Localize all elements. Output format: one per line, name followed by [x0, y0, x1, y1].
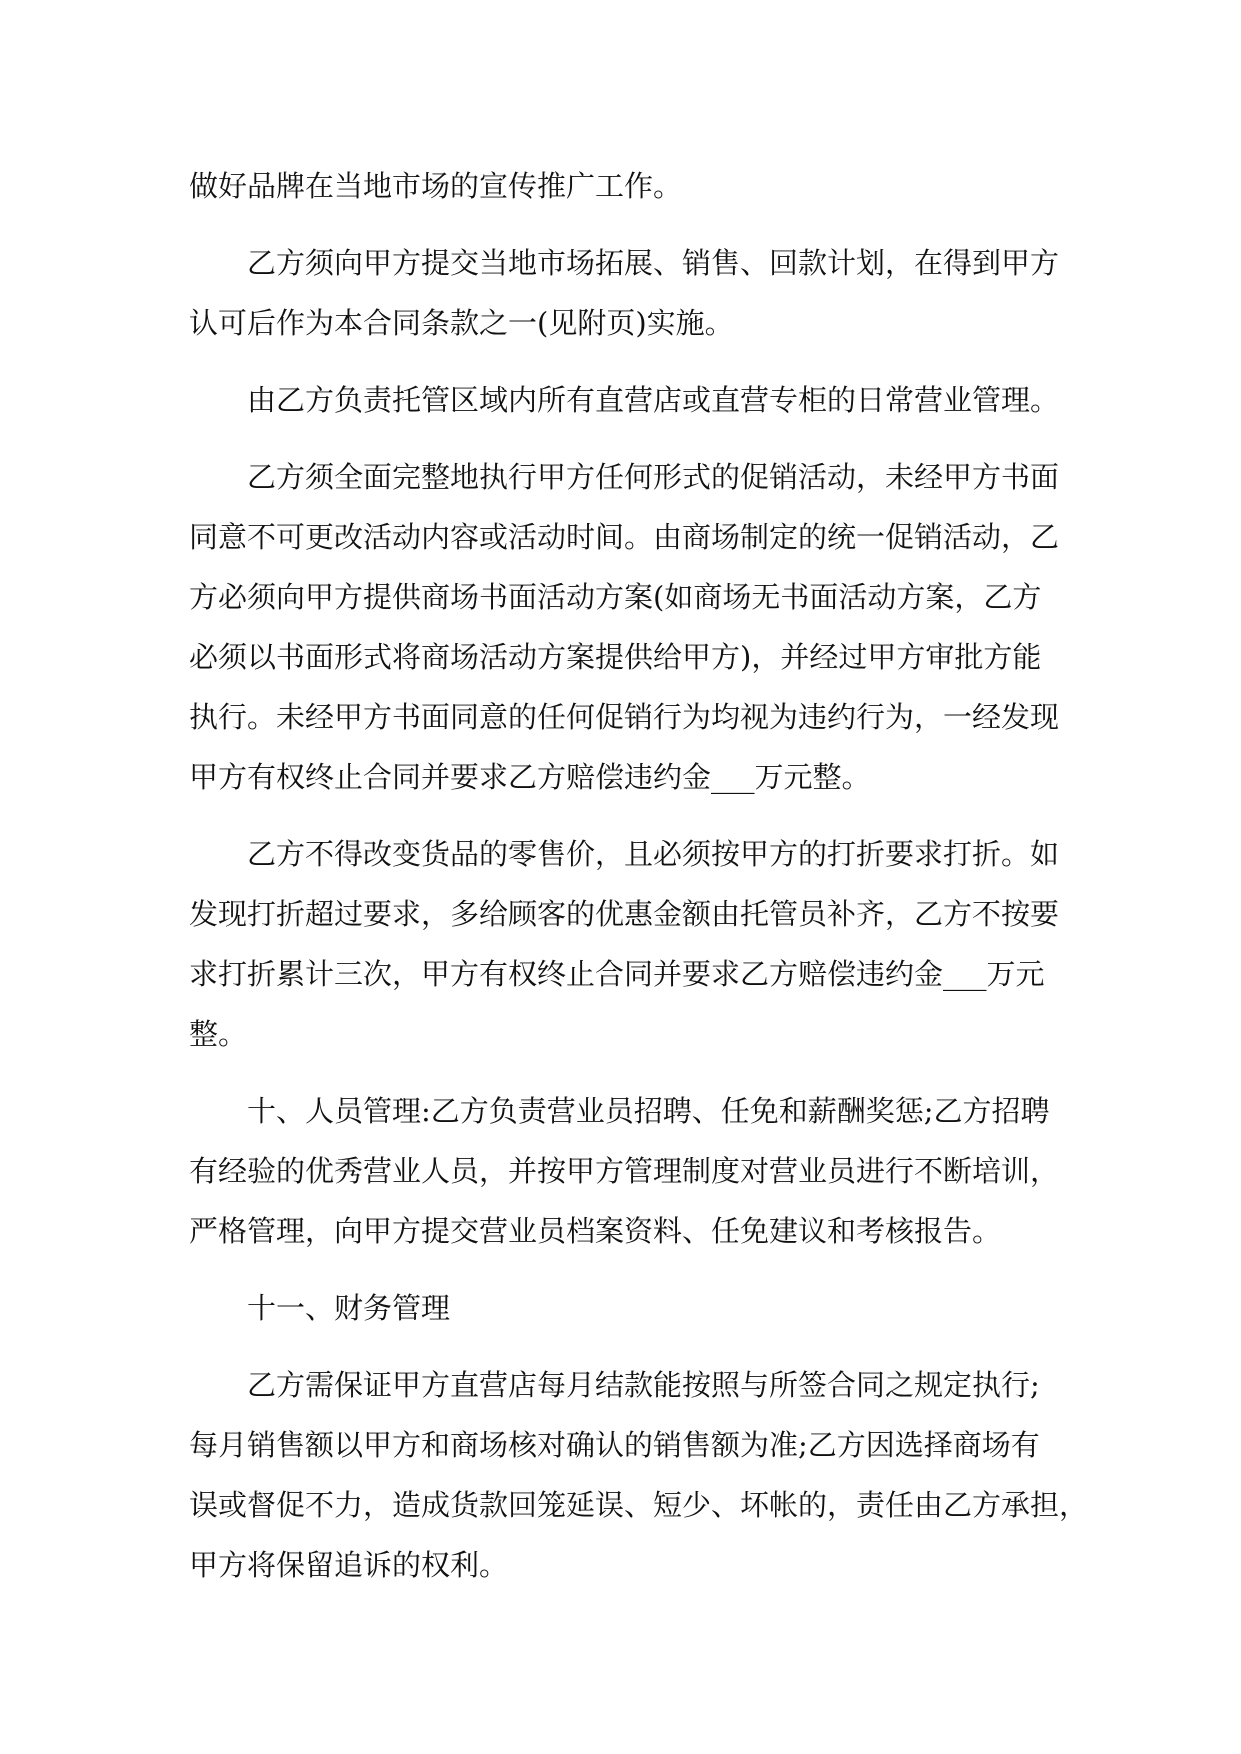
- section-heading-finance: [189, 1278, 1069, 1338]
- text-line: 认可后作为本合同条款之一(见附页)实施。: [189, 306, 734, 340]
- text-line: 误或督促不力，造成货款回笼延误、短少、坏帐的，责任由乙方承担，: [189, 1488, 1089, 1522]
- text-line: 甲方有权终止合同并要求乙方赔偿违约金___万元整。: [189, 760, 871, 794]
- paragraph-market-plan: [189, 233, 1069, 353]
- paragraph-personnel-management: [189, 1081, 1069, 1261]
- text-line: 甲方将保留追诉的权利。: [189, 1548, 509, 1582]
- text-line: 十、人员管理:乙方负责营业员招聘、任免和薪酬奖惩;乙方招聘: [247, 1094, 1050, 1128]
- text-line: 由乙方负责托管区域内所有直营店或直营专柜的日常营业管理。: [247, 383, 1060, 417]
- paragraph-finance-rules: [189, 1355, 1089, 1595]
- text-line: 方必须向甲方提供商场书面活动方案(如商场无书面活动方案，乙方: [189, 580, 1042, 614]
- document-body: [189, 156, 1089, 1612]
- text-line: 做好品牌在当地市场的宣传推广工作。: [189, 169, 683, 203]
- text-line: 乙方须全面完整地执行甲方任何形式的促销活动，未经甲方书面: [247, 460, 1060, 494]
- text-line: 执行。未经甲方书面同意的任何促销行为均视为违约行为，一经发现: [189, 700, 1060, 734]
- text-line: 乙方需保证甲方直营店每月结款能按照与所签合同之规定执行;: [247, 1368, 1040, 1402]
- text-line: 必须以书面形式将商场活动方案提供给甲方)，并经过甲方审批方能: [189, 640, 1042, 674]
- text-line: 有经验的优秀营业人员，并按甲方管理制度对营业员进行不断培训，: [189, 1154, 1060, 1188]
- text-line: 求打折累计三次，甲方有权终止合同并要求乙方赔偿违约金___万元: [189, 957, 1045, 991]
- text-line: 乙方不得改变货品的零售价，且必须按甲方的打折要求打折。如: [247, 837, 1060, 871]
- paragraph-pricing-rules: [189, 824, 1069, 1064]
- text-line: 十一、财务管理: [247, 1291, 451, 1325]
- text-line: 乙方须向甲方提交当地市场拓展、销售、回款计划，在得到甲方: [247, 246, 1060, 280]
- text-line: 同意不可更改活动内容或活动时间。由商场制定的统一促销活动，乙: [189, 520, 1060, 554]
- text-line: 每月销售额以甲方和商场核对确认的销售额为准;乙方因选择商场有: [189, 1428, 1040, 1462]
- text-line: 严格管理，向甲方提交营业员档案资料、任免建议和考核报告。: [189, 1214, 1002, 1248]
- text-line: 发现打折超过要求，多给顾客的优惠金额由托管员补齐，乙方不按要: [189, 897, 1060, 931]
- paragraph-promotion-rules: [189, 447, 1069, 807]
- paragraph-brand-promotion: [189, 156, 1069, 216]
- text-line: 整。: [189, 1017, 248, 1051]
- paragraph-store-management: [189, 370, 1069, 430]
